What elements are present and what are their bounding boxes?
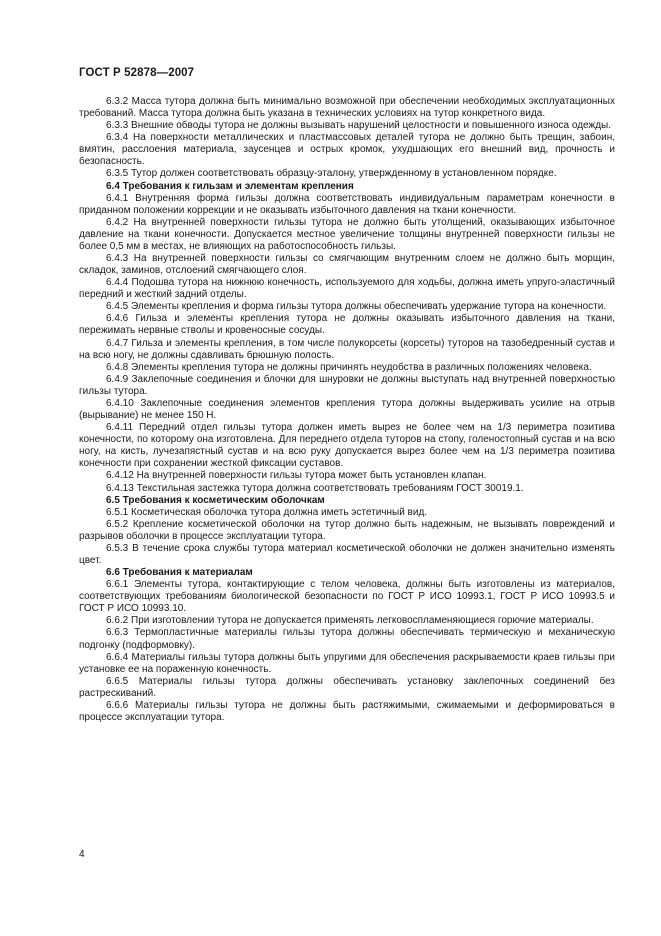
- clause-6-4-10: 6.4.10 Заклепочные соединения элементов крепления тутора должны выдерживать усилие на отрыв (вырывание) не менее 150 Н.: [79, 397, 615, 422]
- document-body: [79, 96, 615, 724]
- clause-6-4-6: 6.4.6 Гильза и элементы крепления тутора не должны оказывать избыточного давления на ткани, пережимать нервные стволы и кровеносные сосуды.: [79, 313, 615, 337]
- clause-6-4-2: 6.4.2 На внутренней поверхности гильзы тутора не должно быть утолщений, оказывающих избыточное давление на ткани конечности. Допускается местное увеличение толщины внутренней поверхности гильзы не более 0,5 мм в местах, не влияющих на работоспособность гильзы.: [79, 216, 615, 252]
- clause-6-5-1: 6.5.1 Косметическая оболочка тутора должна иметь эстетичный вид.: [106, 506, 428, 518]
- clause-6-6-4: 6.6.4 Материалы гильзы тутора должны быть упругими для обеспечения раскрываемости краев гильзы при установке ее на пораженную конечность.: [79, 651, 615, 675]
- clause-6-4-9: 6.4.9 Заклепочные соединения и блочки для шнуровки не должны выступать над внутренней поверхностью гильзы тутора.: [79, 373, 615, 397]
- section-heading-6-5: 6.5 Требования к косметическим оболочкам: [106, 494, 325, 506]
- clause-6-4-13: 6.4.13 Текстильная застежка тутора должна соответствовать требованиям ГОСТ 30019.1.: [106, 482, 524, 494]
- clause-6-4-12: 6.4.12 На внутренней поверхности гильзы тутора может быть установлен клапан.: [106, 470, 487, 482]
- clause-6-5-2: 6.5.2 Крепление косметической оболочки на тутор должно быть надежным, не вызывать повреждений и разрывов оболочки в процессе эксплуатации тутора.: [79, 518, 615, 542]
- clause-6-6-2: 6.6.2 При изготовлении тутора не допускается применять легковоспламеняющиеся горючие материалы.: [106, 615, 594, 627]
- clause-6-5-3: 6.5.3 В течение срока службы тутора материал косметической оболочки не должен значительно изменять цвет.: [79, 542, 615, 566]
- clause-6-4-3: 6.4.3 На внутренней поверхности гильзы со смягчающим внутренним слоем не должно быть морщин, складок, заминов, отслоений смягчающего слоя.: [79, 253, 615, 277]
- section-heading-6-4: 6.4 Требования к гильзам и элементам крепления: [106, 180, 354, 192]
- clause-6-6-3: 6.6.3 Термопластичные материалы гильзы тутора должны обеспечивать термическую и механическую подгонку (подформовку).: [79, 627, 615, 651]
- clause-6-4-5: 6.4.5 Элементы крепления и форма гильзы тутора должны обеспечивать удержание тутора на конечности.: [106, 301, 607, 313]
- section-heading-6-6: 6.6 Требования к материалам: [106, 567, 253, 579]
- clause-6-6-6: 6.6.6 Материалы гильзы тутора не должны быть растяжимыми, сжимаемыми и деформироваться в процессе эксплуатации тутора.: [79, 699, 615, 723]
- clause-6-3-5: 6.3.5 Тутор должен соответствовать образцу-эталону, утвержденному в установленном порядке.: [106, 168, 557, 180]
- clause-6-3-4: 6.3.4 На поверхности металлических и пластмассовых деталей тутора не должно быть трещин, забоин, вмятин, расслоения материала, заусенцев и острых кромок, ухудшающих его внешний вид, прочность и безопасность.: [79, 132, 615, 168]
- clause-6-4-1: 6.4.1 Внутренняя форма гильзы должна соответствовать индивидуальным параметрам конечности в приданном положении коррекции и не оказывать избыточного давления на ткани конечности.: [79, 192, 615, 216]
- clause-6-4-11: 6.4.11 Передний отдел гильзы тутора должен иметь вырез не более чем на 1/3 периметра позитива конечности, по которому она изготовлена. Для переднего отдела туторов на стопу, голеностопный сустав и на всю ногу, на кисть, лучезапястный сустав и на всю руку допускается вырез более чем на 1/3 периметра позитива конечности при сохранении жесткой фиксации суставов.: [79, 422, 615, 470]
- clause-6-6-1: 6.6.1 Элементы тутора, контактирующие с телом человека, должны быть изготовлены из материалов, соответствующих требованиям биологической безопасности по ГОСТ Р ИСО 10993.1, ГОСТ Р ИСО 10993.5 и ГОСТ Р ИСО 10993.10.: [79, 579, 615, 615]
- document-code-header: ГОСТ Р 52878—2007: [79, 67, 195, 79]
- clause-6-6-5: 6.6.5 Материалы гильзы тутора должны обеспечивать установку заклепочных соединений без растрескиваний.: [79, 675, 615, 699]
- clause-6-4-4: 6.4.4 Подошва тутора на нижнюю конечность, используемого для ходьбы, должна иметь упруго-эластичный передний и жесткий задний отделы.: [79, 277, 615, 301]
- page-number: 4: [79, 849, 85, 860]
- clause-6-4-8: 6.4.8 Элементы крепления тутора не должны причинять неудобства в различных положениях человека.: [106, 361, 592, 373]
- clause-6-3-2: 6.3.2 Масса тутора должна быть минимально возможной при обеспечении необходимых эксплуатационных требований. Масса тутора должна быть указана в технических условиях на тутор конкретного вида.: [79, 96, 615, 120]
- clause-6-3-3: 6.3.3 Внешние обводы тутора не должны вызывать нарушений целостности и повышенного износа одежды.: [106, 120, 611, 132]
- clause-6-4-7: 6.4.7 Гильза и элементы крепления, в том числе полукорсеты (корсеты) туторов на тазобедренный сустав и на всю ногу, не должны сдавливать брюшную полость.: [79, 337, 615, 361]
